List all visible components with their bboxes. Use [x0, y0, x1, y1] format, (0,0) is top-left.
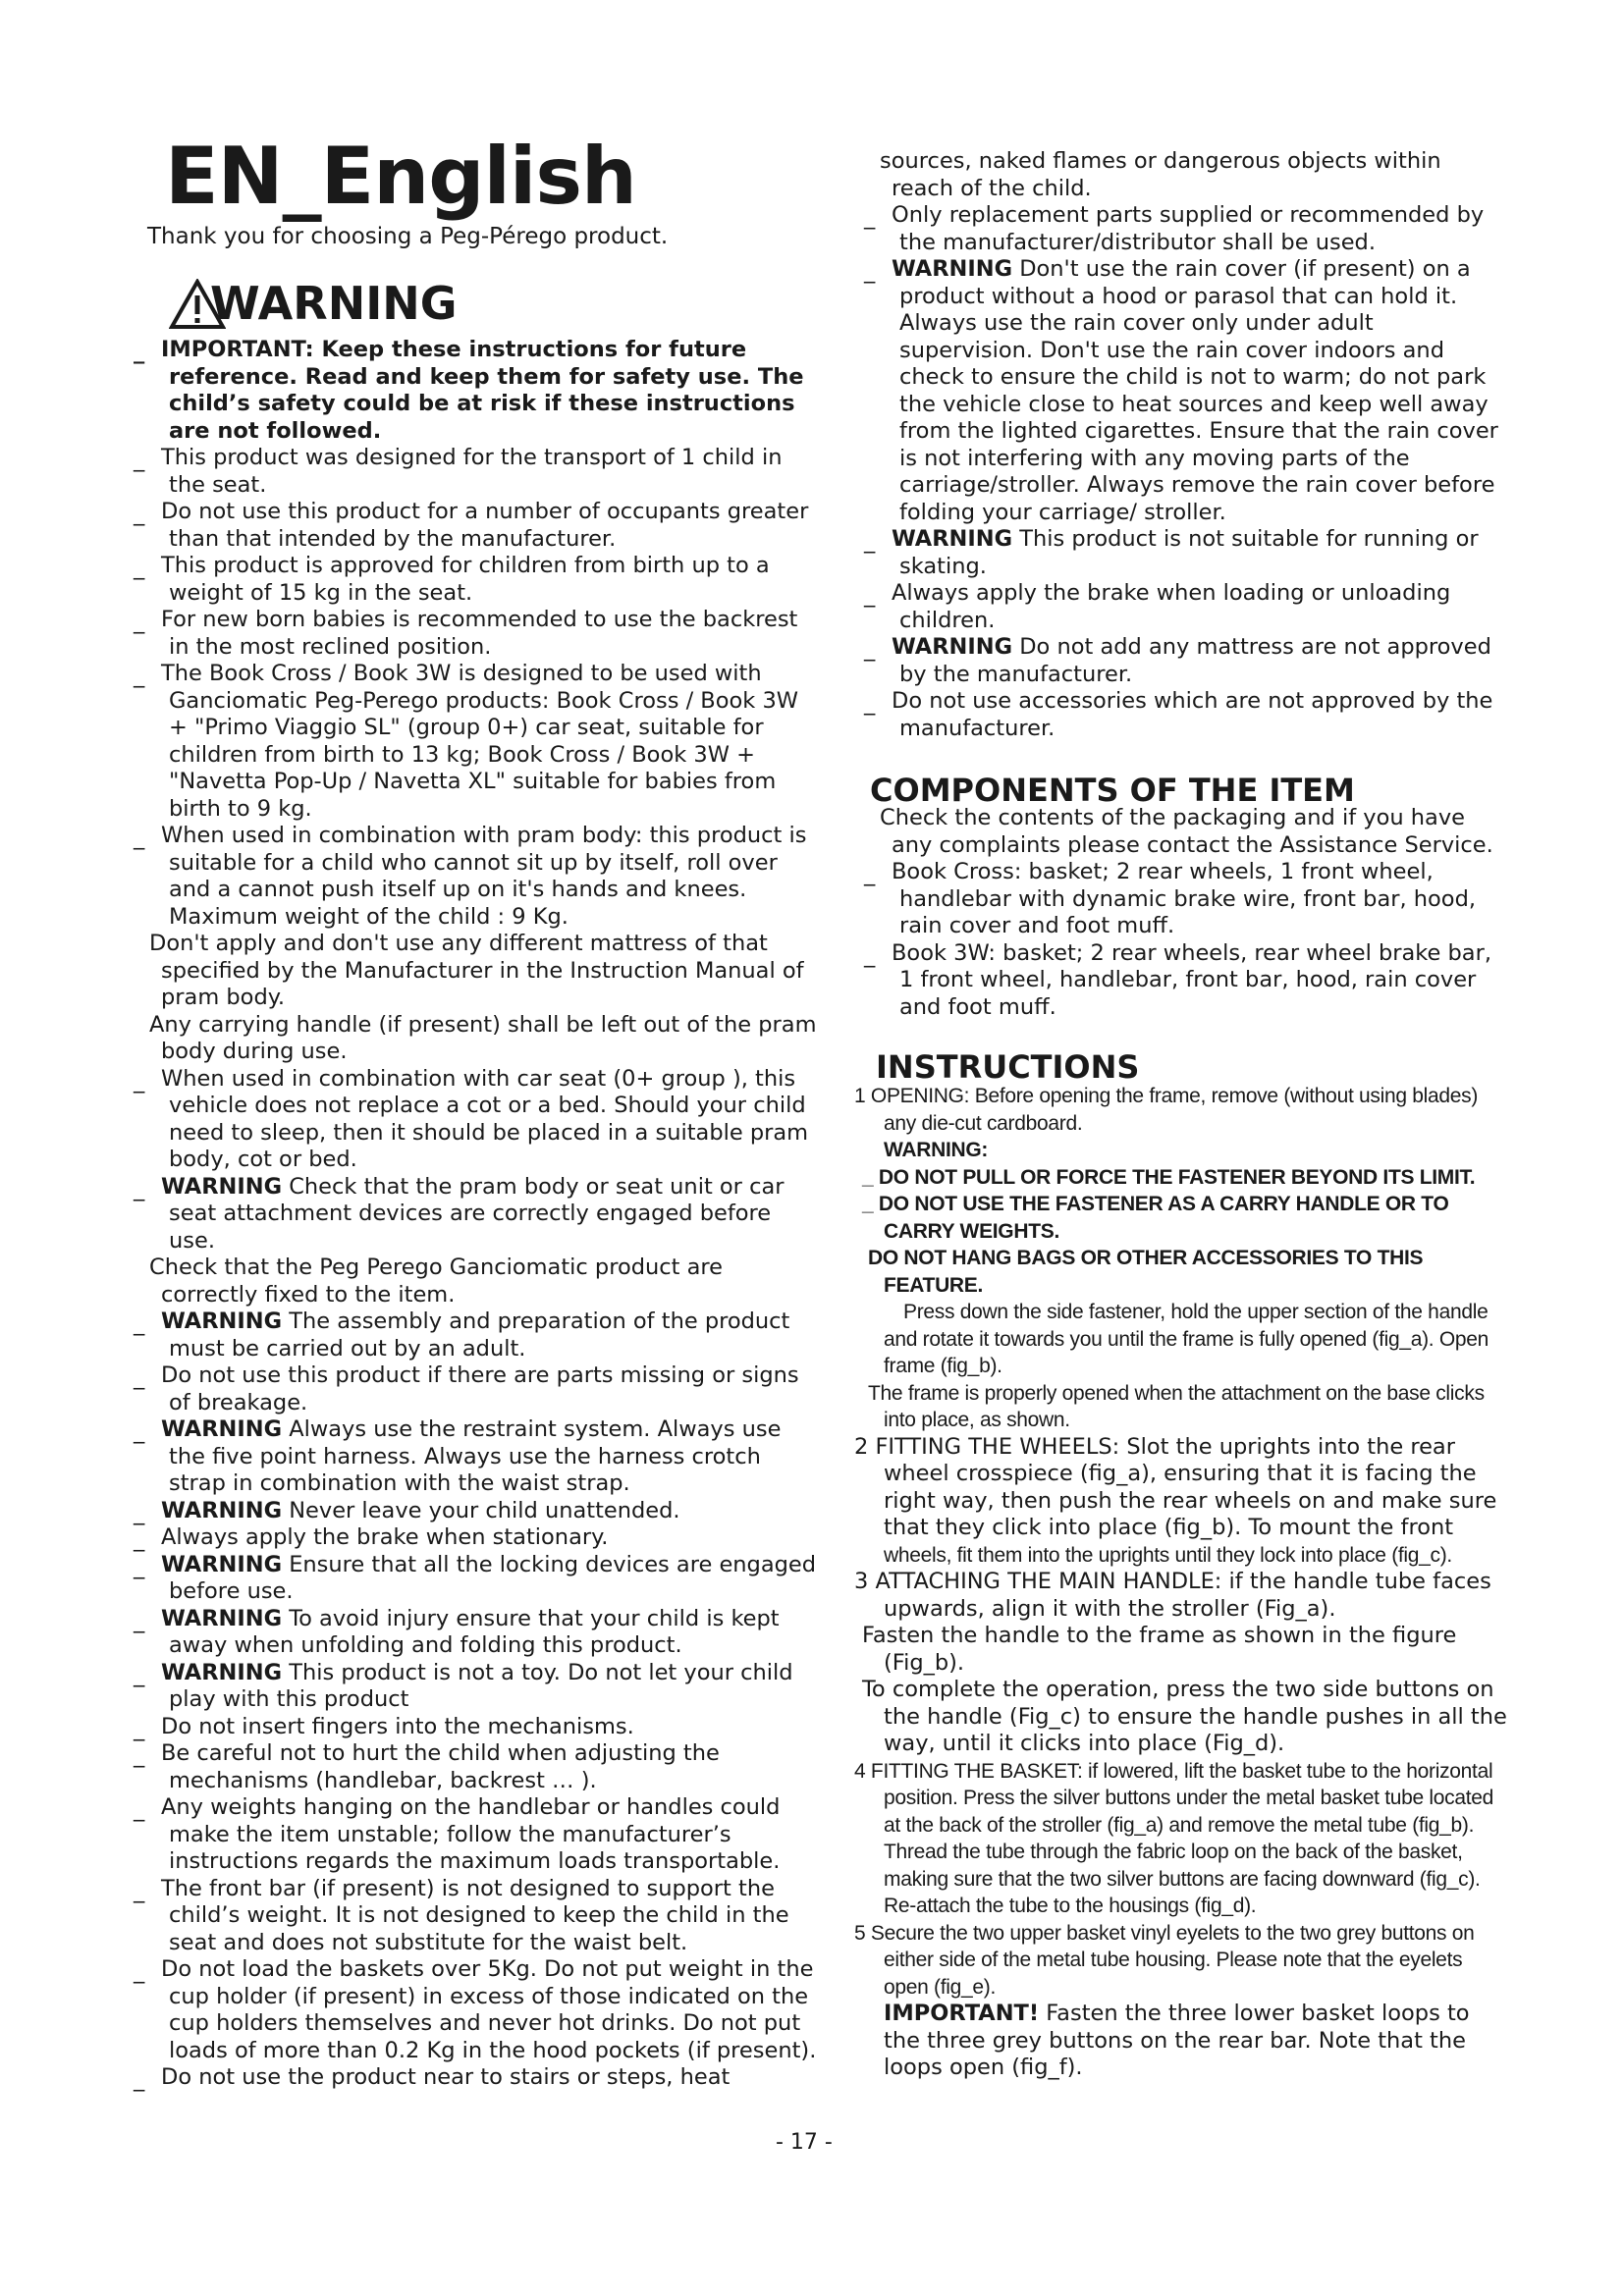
instructions-heading: INSTRUCTIONS — [876, 1048, 1140, 1086]
warning-text — [159, 1714, 822, 1741]
warning-item — [860, 580, 1508, 634]
dash-marker: _ — [134, 1499, 145, 1525]
step-1-warning-1-text: DO NOT PULL OR FORCE THE FASTENER BEYOND ITS LIMIT. — [878, 1165, 1476, 1189]
warning-text — [159, 1606, 822, 1660]
warning-text-content: Do not use this product for a number of occupants greater than that intended by the manufacturer. — [161, 499, 809, 552]
warning-item — [130, 1956, 822, 2064]
warning-item — [130, 931, 822, 1012]
step-5-eyelets: 5 Secure the two upper basket vinyl eyelets to the two grey buttons on either side of the metal tube housing. Please note that the eyelets open (fig_e). — [854, 1921, 1475, 1999]
dash-marker: _ — [134, 501, 145, 526]
step-5-important — [854, 2001, 1512, 2082]
warning-text-content: Ensure that all the locking devices are engaged before use. — [169, 1551, 817, 1604]
warning-item — [130, 1876, 822, 1957]
dash-marker: _ — [134, 663, 145, 688]
warning-text-content: Do not use the product near to stairs or steps, heat — [161, 2064, 731, 2090]
warning-text — [890, 580, 1508, 634]
warning-item — [130, 1255, 822, 1308]
step-3-para-1: Fasten the handle to the frame as shown in the figure (Fig_b). — [862, 1623, 1457, 1676]
dash-marker: _ — [134, 1796, 145, 1822]
warning-item — [860, 688, 1508, 742]
warning-text — [159, 1308, 822, 1362]
warning-item — [860, 526, 1508, 580]
warning-label: WARNING — [161, 1551, 283, 1577]
step-1-warning-1 — [854, 1164, 1512, 1192]
warning-text — [159, 1660, 822, 1714]
warning-text-content: Never leave your child unattended. — [282, 1497, 680, 1523]
dash-marker: _ — [134, 825, 145, 850]
step-1-warning-2 — [854, 1191, 1512, 1245]
warning-item — [130, 1524, 822, 1552]
dash-marker: _ — [864, 690, 876, 716]
warning-item — [130, 1174, 822, 1255]
warning-label: WARNING — [161, 1605, 283, 1631]
step-1-warning-3: DO NOT HANG BAGS OR OTHER ACCESSORIES TO THIS FEATURE. — [868, 1247, 1424, 1297]
dash-marker: _ — [864, 861, 876, 886]
component-text-content: Book 3W: basket; 2 rear wheels, rear wheel brake bar, 1 front wheel, handlebar, front bar, hood, rain cover and foot muff. — [892, 939, 1491, 1020]
warning-text — [159, 823, 822, 931]
warning-item — [130, 1740, 822, 1794]
dash-marker: _ — [134, 609, 145, 634]
dash-marker: _ — [864, 258, 876, 284]
warning-text-content: This product was designed for the transport of 1 child in the seat. — [161, 445, 783, 498]
warning-item — [130, 337, 822, 445]
warning-item — [130, 445, 822, 499]
dash-marker: _ — [862, 1193, 879, 1215]
component-text — [890, 859, 1508, 940]
warning-item — [130, 2064, 822, 2092]
left-column — [130, 337, 822, 2092]
warning-text — [890, 634, 1508, 688]
warning-item — [130, 1362, 822, 1416]
warning-text — [159, 1498, 822, 1525]
warning-text-content: When used in combination with car seat (0+ group ), this vehicle does not replace a cot or a bed. Should your child need to sleep, then it should be placed in a suitable pram body, cot or bed. — [161, 1065, 809, 1172]
dash-marker: _ — [134, 1553, 145, 1579]
warning-item — [130, 661, 822, 823]
warning-label: WARNING — [161, 1173, 283, 1200]
dash-marker: _ — [134, 1715, 145, 1741]
warning-text-content: Do not use accessories which are not approved by the manufacturer. — [892, 688, 1493, 741]
warning-item — [130, 1308, 822, 1362]
warning-text — [159, 1740, 822, 1794]
dash-marker: _ — [134, 1742, 145, 1768]
warning-label: WARNING — [161, 1308, 283, 1334]
warning-text — [149, 931, 822, 1012]
warning-text-content: To avoid injury ensure that your child is kept away when unfolding and folding this product. — [169, 1605, 780, 1658]
step-2-continued: wheels, fit them into the uprights until they lock into place (fig_c). — [884, 1543, 1452, 1567]
warning-text — [149, 1255, 822, 1308]
warning-text-content: Always apply the brake when loading or unloading children. — [892, 580, 1451, 633]
warning-text-content: Don't use the rain cover (if present) on a product without a hood or parasol that can hold it. Always use the rain cover only under adult supervision. Don't use the rain cover indoors and check to ensure the child is not to warm; do not park the vehicle close to heat sources and keep well away from the lighted cigarettes. Ensure that the rain cover is not interfering with any moving parts of the carriage/stroller. Always remove the rain cover before folding your carriage/ stroller. — [899, 256, 1498, 525]
page-title: EN_English — [165, 131, 636, 222]
warning-text — [159, 337, 822, 445]
warning-text — [159, 607, 822, 661]
warning-item — [130, 499, 822, 553]
warning-item — [130, 1066, 822, 1174]
thank-you-line: Thank you for choosing a Peg-Pérego product. — [147, 224, 669, 249]
warning-text — [159, 553, 822, 607]
warning-text-content: Only replacement parts supplied or recommended by the manufacturer/distributor shall be used. — [892, 202, 1485, 255]
warning-item — [130, 1416, 822, 1498]
step-2-wheels: 2 FITTING THE WHEELS: Slot the uprights into the rear wheel crosspiece (fig_a), ensuring that it is facing the right way, then push the rear wheels on and make sure that they click into place (fig_b). To mount the front — [854, 1433, 1497, 1540]
dash-marker: _ — [134, 2066, 145, 2092]
dash-marker: _ — [862, 1165, 879, 1189]
warning-item — [130, 1552, 822, 1606]
warning-item — [860, 202, 1508, 256]
warning-text-content: The assembly and preparation of the product must be carried out by an adult. — [169, 1308, 790, 1362]
warning-text-content: Any carrying handle (if present) shall be left out of the pram body during use. — [149, 1011, 817, 1064]
warning-text-content: Do not use this product if there are parts missing or signs of breakage. — [161, 1362, 799, 1415]
component-text-content: Book Cross: basket; 2 rear wheels, 1 front wheel, handlebar with dynamic brake wire, front bar, hood, rain cover and foot muff. — [892, 859, 1477, 938]
warning-label: WARNING — [161, 1659, 283, 1685]
warning-text — [159, 1552, 822, 1606]
warning-text — [159, 1876, 822, 1957]
warning-item — [130, 1498, 822, 1525]
warning-text — [890, 688, 1508, 742]
warning-text-content: sources, naked flames or dangerous objects within reach of the child. — [880, 148, 1441, 201]
warning-text-content: Do not insert fingers into the mechanisms. — [161, 1713, 634, 1739]
warning-text — [159, 1794, 822, 1876]
dash-marker: _ — [134, 447, 145, 472]
step-5-important-text: Fasten the three lower basket loops to the three grey buttons on the rear bar. Note that the loops open (fig_f). — [884, 2001, 1470, 2080]
warning-text — [159, 1524, 822, 1552]
warning-text — [159, 445, 822, 499]
page-number: - 17 - — [776, 2130, 833, 2155]
step-4-basket: 4 FITTING THE BASKET: if lowered, lift the basket tube to the horizontal position. Press the silver buttons under the metal basket tube located at the back of the stroller (fig_a) and remove the metal tube (fig_b). Thread the tube through the fabric loop on the back of the basket, making sure that the two silver buttons are facing downward (fig_c). Re-attach the tube to the housings (fig_d). — [854, 1759, 1494, 1917]
warning-label: WARNING — [892, 526, 1013, 552]
warning-text — [880, 148, 1508, 202]
warning-item — [130, 1714, 822, 1741]
component-text-content: Check the contents of the packaging and if you have any complaints please contact the Assistance Service. — [880, 805, 1493, 858]
step-1-warning-label: WARNING: — [884, 1139, 989, 1161]
warning-text-content: This product is not suitable for running or skating. — [899, 526, 1479, 579]
dash-marker: _ — [134, 555, 145, 580]
warning-text — [890, 256, 1508, 526]
warning-text-content: This product is not a toy. Do not let your child play with this product — [169, 1659, 793, 1712]
warning-text-content: Check that the pram body or seat unit or car seat attachment devices are correctly engaged before use. — [169, 1173, 785, 1254]
dash-marker: _ — [134, 1364, 145, 1390]
warning-text-content: When used in combination with pram body: this product is suitable for a child who cannot sit up by itself, roll over and a cannot push itself up on it's hands and knees. Maximum weight of the child : 9 Kg. — [161, 823, 807, 930]
warning-item — [130, 1794, 822, 1876]
warning-item — [860, 148, 1508, 202]
warning-text-content: Always use the restraint system. Always use the five point harness. Always use the harness crotch strap in combination with the waist strap. — [169, 1416, 782, 1496]
warning-text-content: Check that the Peg Perego Ganciomatic product are correctly fixed to the item. — [149, 1255, 723, 1308]
dash-marker: _ — [134, 1661, 145, 1687]
warning-text — [890, 202, 1508, 256]
warning-text-content: Don't apply and don't use any different mattress of that specified by the Manufacturer in the Instruction Manual of pram body. — [149, 931, 804, 1010]
warning-text-content: Be careful not to hurt the child when adjusting the mechanisms (handlebar, backrest … ). — [161, 1740, 720, 1793]
right-column-warnings — [860, 148, 1508, 742]
dash-marker: _ — [134, 1526, 145, 1552]
step-1-para-1: Press down the side fastener, hold the upper section of the handle and rotate it towards you until the frame is fully opened (fig_a). Open frame (fig_b). — [884, 1301, 1489, 1377]
warning-item — [130, 823, 822, 931]
dash-marker: _ — [134, 1958, 145, 1984]
dash-marker: _ — [134, 1877, 145, 1903]
component-text — [890, 940, 1508, 1022]
warning-item — [860, 634, 1508, 688]
warning-item — [130, 553, 822, 607]
warning-text-content: The Book Cross / Book 3W is designed to be used with Ganciomatic Peg-Perego products: Book Cross / Book 3W + "Primo Viaggio SL" (group 0+) car seat, suitable for children from birth to 13 kg; Book Cross / Book 3W + "Navetta Pop-Up / Navetta XL" suitable for babies from birth to 9 kg. — [161, 661, 799, 822]
dash-marker: _ — [134, 1310, 145, 1336]
step-3-para-2: To complete the operation, press the two side buttons on the handle (Fig_c) to ensure the handle pushes in all the way, until it clicks into place (Fig_d). — [862, 1677, 1507, 1756]
component-text — [880, 805, 1508, 859]
components-heading: COMPONENTS OF THE ITEM — [870, 772, 1355, 809]
warning-item — [130, 607, 822, 661]
step-1-opening: 1 OPENING: Before opening the frame, remove (without using blades) any die-cut cardboard. — [854, 1085, 1479, 1135]
warning-item — [130, 1660, 822, 1714]
warning-text — [890, 526, 1508, 580]
dash-marker: _ — [134, 1607, 145, 1633]
warning-text — [159, 499, 822, 553]
warning-text-content: Do not load the baskets over 5Kg. Do not put weight in the cup holder (if present) in excess of those indicated on the cup holders themselves and never hot drinks. Do not put loads of more than 0.2 Kg in the hood pockets (if present). — [161, 1956, 817, 2063]
instructions-body — [854, 1083, 1512, 2082]
step-1-warning-2-text: DO NOT USE THE FASTENER AS A CARRY HANDLE OR TO CARRY WEIGHTS. — [878, 1193, 1449, 1243]
warning-label: WARNING — [892, 256, 1013, 282]
component-item — [860, 805, 1508, 859]
warning-text — [159, 1416, 822, 1498]
warning-text-content: Do not add any mattress are not approved by the manufacturer. — [899, 634, 1491, 687]
component-item — [860, 940, 1508, 1022]
warning-text — [159, 2064, 822, 2092]
warning-label: WARNING — [161, 1497, 283, 1523]
step-3-handle: 3 ATTACHING THE MAIN HANDLE: if the handle tube faces upwards, align it with the stroller (Fig_a). — [854, 1569, 1491, 1622]
warning-text — [159, 1174, 822, 1255]
warning-text-content: Any weights hanging on the handlebar or handles could make the item unstable; follow the manufacturer’s instructions regards the maximum loads transportable. — [161, 1794, 781, 1874]
warning-heading-text: WARNING — [210, 277, 458, 330]
important-label: IMPORTANT! — [884, 2001, 1040, 2026]
warning-text — [159, 661, 822, 823]
warning-text-content: This product is approved for children from birth up to a weight of 15 kg in the seat. — [161, 553, 770, 606]
warning-item — [860, 256, 1508, 526]
dash-marker: _ — [134, 1175, 145, 1201]
dash-marker: _ — [864, 528, 876, 554]
warning-text — [159, 1956, 822, 2064]
dash-marker: _ — [134, 1067, 145, 1094]
warning-text — [149, 1011, 822, 1066]
warning-text-content: For new born babies is recommended to use the backrest in the most reclined position. — [161, 607, 798, 660]
warning-text-content: The front bar (if present) is not designed to support the child’s weight. It is not designed to keep the child in the seat and does not substitute for the waist belt. — [161, 1875, 789, 1955]
step-1-para-2: The frame is properly opened when the attachment on the base clicks into place, as shown. — [868, 1381, 1485, 1431]
components-list — [860, 805, 1508, 1021]
dash-marker: _ — [864, 941, 876, 968]
warning-text-content: IMPORTANT: Keep these instructions for future reference. Read and keep them for safety use. The child’s safety could be at risk if these instructions are not followed. — [161, 337, 804, 444]
warning-item — [130, 1606, 822, 1660]
warning-text — [159, 1066, 822, 1174]
dash-marker: _ — [864, 636, 876, 662]
dash-marker: _ — [864, 582, 876, 608]
warning-label: WARNING — [161, 1416, 283, 1442]
component-item — [860, 859, 1508, 940]
dash-marker: _ — [864, 204, 876, 230]
warning-label: WARNING — [892, 634, 1013, 660]
dash-marker: _ — [134, 1418, 145, 1444]
warning-item — [130, 1012, 822, 1066]
warning-text-content: Always apply the brake when stationary. — [161, 1524, 609, 1550]
dash-marker: _ — [134, 339, 145, 364]
warning-text — [159, 1362, 822, 1416]
